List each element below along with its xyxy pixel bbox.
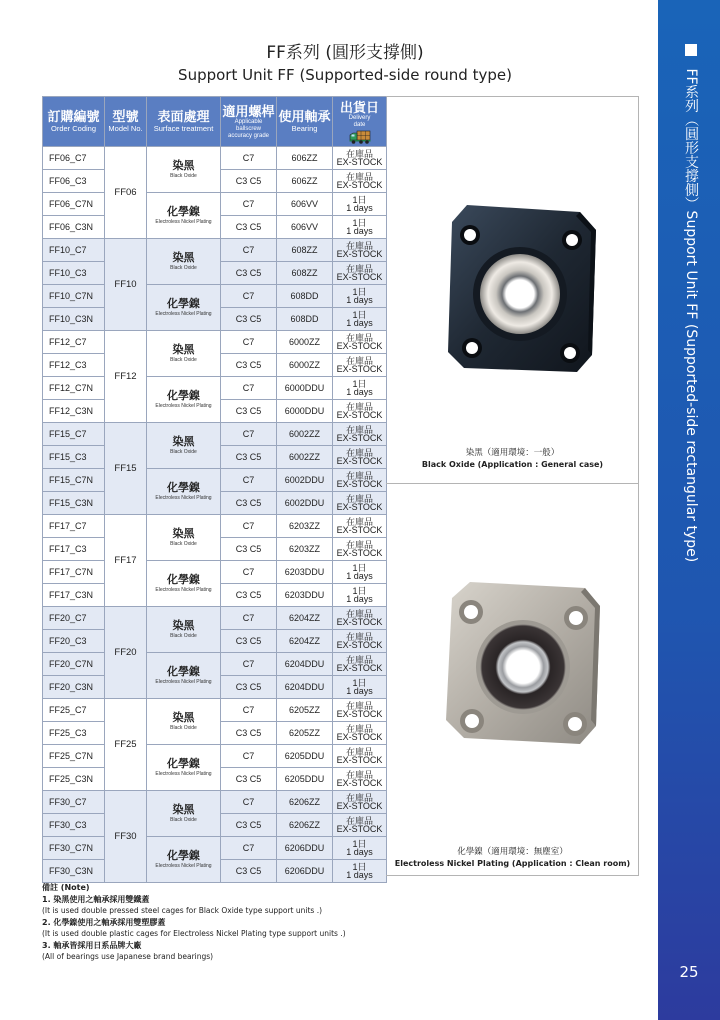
order-code-cell: FF17_C7 xyxy=(43,515,105,538)
panel-divider xyxy=(386,483,639,484)
treatment-name-en: Electroless Nickel Plating xyxy=(155,218,212,225)
delivery-cell xyxy=(333,239,387,262)
screw-grade-cell: C7 xyxy=(221,561,277,584)
delivery-cell xyxy=(333,262,387,285)
delivery-en: 1 days xyxy=(346,594,373,604)
treatment-name-zh: 化學鎳 xyxy=(167,849,200,862)
delivery-en: EX-STOCK xyxy=(336,249,383,259)
delivery-zh: 1日 xyxy=(352,287,367,297)
table-row xyxy=(43,423,387,446)
order-code-cell: FF06_C7 xyxy=(43,147,105,170)
treatment-name-en: Electroless Nickel Plating xyxy=(155,862,212,869)
bearing-cell: 6203ZZ xyxy=(277,515,333,538)
order-code-cell: FF17_C3N xyxy=(43,584,105,607)
order-code-cell: FF30_C3N xyxy=(43,860,105,883)
treatment-name-en: Black Oxide xyxy=(170,816,197,823)
treatment-name-en: Electroless Nickel Plating xyxy=(155,402,212,409)
delivery-cell xyxy=(333,768,387,791)
delivery-cell xyxy=(333,860,387,883)
order-code-cell: FF20_C7N xyxy=(43,653,105,676)
delivery-cell xyxy=(333,331,387,354)
delivery-zh: 在庫品 xyxy=(345,494,373,504)
order-code-cell: FF25_C3 xyxy=(43,722,105,745)
screw-grade-cell: C3 C5 xyxy=(221,814,277,837)
delivery-zh: 1日 xyxy=(352,310,367,320)
delivery-cell xyxy=(333,216,387,239)
spec-table xyxy=(42,96,387,883)
table-row xyxy=(43,285,387,308)
delivery-cell xyxy=(333,446,387,469)
order-code-cell: FF10_C7 xyxy=(43,239,105,262)
page-title xyxy=(150,42,540,85)
bearing-cell: 6205DDU xyxy=(277,745,333,768)
delivery-zh: 在庫品 xyxy=(345,448,373,458)
bearing-cell: 608ZZ xyxy=(277,262,333,285)
delivery-zh: 1日 xyxy=(352,379,367,389)
table-row xyxy=(43,745,387,768)
notes-section xyxy=(42,882,382,963)
screw-grade-cell: C3 C5 xyxy=(221,262,277,285)
screw-grade-cell: C3 C5 xyxy=(221,170,277,193)
delivery-zh: 在庫品 xyxy=(345,609,373,619)
screw-grade-cell: C7 xyxy=(221,745,277,768)
delivery-zh: 在庫品 xyxy=(345,264,373,274)
black-oxide-product-image xyxy=(442,200,597,375)
bearing-cell: 6002DDU xyxy=(277,469,333,492)
screw-grade-cell: C3 C5 xyxy=(221,860,277,883)
delivery-zh: 在庫品 xyxy=(345,632,373,642)
table-row xyxy=(43,515,387,538)
delivery-cell xyxy=(333,630,387,653)
bearing-cell: 6000ZZ xyxy=(277,354,333,377)
surface-treatment-cell xyxy=(147,745,221,791)
bearing-cell: 6000DDU xyxy=(277,400,333,423)
delivery-cell xyxy=(333,308,387,331)
treatment-name-en: Electroless Nickel Plating xyxy=(155,310,212,317)
screw-grade-cell: C7 xyxy=(221,423,277,446)
delivery-en: 1 days xyxy=(346,226,373,236)
bearing-cell: 6000DDU xyxy=(277,377,333,400)
table-row xyxy=(43,653,387,676)
surface-treatment-cell xyxy=(147,239,221,285)
table-row xyxy=(43,193,387,216)
bearing-cell: 606ZZ xyxy=(277,147,333,170)
order-code-cell: FF06_C7N xyxy=(43,193,105,216)
delivery-en: EX-STOCK xyxy=(336,479,383,489)
delivery-cell xyxy=(333,285,387,308)
delivery-en: EX-STOCK xyxy=(336,778,383,788)
delivery-cell xyxy=(333,699,387,722)
delivery-en: EX-STOCK xyxy=(336,433,383,443)
delivery-cell xyxy=(333,745,387,768)
screw-grade-cell: C3 C5 xyxy=(221,722,277,745)
bearing-cell: 6205ZZ xyxy=(277,699,333,722)
delivery-zh: 1日 xyxy=(352,218,367,228)
bearing-cell: 6204DDU xyxy=(277,676,333,699)
delivery-cell xyxy=(333,538,387,561)
delivery-cell xyxy=(333,607,387,630)
delivery-zh: 1日 xyxy=(352,862,367,872)
table-body xyxy=(43,147,387,883)
delivery-zh: 1日 xyxy=(352,678,367,688)
treatment-name-en: Electroless Nickel Plating xyxy=(155,678,212,685)
delivery-cell xyxy=(333,653,387,676)
treatment-name-zh: 化學鎳 xyxy=(167,481,200,494)
model-cell: FF10 xyxy=(105,239,147,331)
note-2-en: (It is used double plastic cages for Electroless Nickel Plating type support units .) xyxy=(42,929,346,938)
order-code-cell: FF15_C7 xyxy=(43,423,105,446)
screw-grade-cell: C3 C5 xyxy=(221,492,277,515)
bearing-cell: 6204ZZ xyxy=(277,607,333,630)
delivery-cell xyxy=(333,400,387,423)
notes-heading: 備註 (Note) xyxy=(42,883,90,892)
order-code-cell: FF17_C7N xyxy=(43,561,105,584)
order-code-cell: FF15_C3 xyxy=(43,446,105,469)
delivery-zh: 在庫品 xyxy=(345,425,373,435)
table-row xyxy=(43,791,387,814)
screw-grade-cell: C3 C5 xyxy=(221,354,277,377)
surface-treatment-cell xyxy=(147,837,221,883)
treatment-name-en: Black Oxide xyxy=(170,172,197,179)
bearing-cell: 6203ZZ xyxy=(277,538,333,561)
sidebar-section-title: FF系列（圓形支撐側）Support Unit FF (Supported-side rectangular type) xyxy=(676,44,706,544)
screw-grade-cell: C7 xyxy=(221,515,277,538)
table-row xyxy=(43,239,387,262)
col-screw-grade: 適用螺桿 Applicable ballscrew accuracy grade xyxy=(221,97,277,147)
title-english: Support Unit FF (Supported-side round type) xyxy=(178,66,512,84)
delivery-zh: 在庫品 xyxy=(345,816,373,826)
note-3-zh: 3. 軸承皆採用日系品牌大廠 xyxy=(42,940,142,950)
delivery-cell xyxy=(333,722,387,745)
delivery-cell xyxy=(333,814,387,837)
order-code-cell: FF25_C7 xyxy=(43,699,105,722)
treatment-name-en: Black Oxide xyxy=(170,356,197,363)
model-cell: FF17 xyxy=(105,515,147,607)
surface-treatment-cell xyxy=(147,791,221,837)
delivery-en: 1 days xyxy=(346,318,373,328)
delivery-zh: 在庫品 xyxy=(345,149,373,159)
surface-treatment-cell xyxy=(147,423,221,469)
bearing-cell: 6002DDU xyxy=(277,492,333,515)
order-code-cell: FF06_C3 xyxy=(43,170,105,193)
surface-treatment-cell xyxy=(147,285,221,331)
col-order-coding: 訂購編號 Order Coding xyxy=(43,97,105,147)
note-1-zh: 1. 染黑使用之軸承採用雙鐵蓋 xyxy=(42,894,150,904)
treatment-name-zh: 染黑 xyxy=(172,159,195,172)
order-code-cell: FF10_C7N xyxy=(43,285,105,308)
table-row xyxy=(43,561,387,584)
delivery-zh: 在庫品 xyxy=(345,517,373,527)
delivery-cell xyxy=(333,354,387,377)
delivery-zh: 在庫品 xyxy=(345,793,373,803)
col-model-no: 型號 Model No. xyxy=(105,97,147,147)
order-code-cell: FF12_C7 xyxy=(43,331,105,354)
table-row xyxy=(43,147,387,170)
delivery-cell xyxy=(333,147,387,170)
delivery-cell xyxy=(333,492,387,515)
delivery-en: EX-STOCK xyxy=(336,525,383,535)
table-row xyxy=(43,699,387,722)
delivery-en: EX-STOCK xyxy=(336,548,383,558)
delivery-cell xyxy=(333,837,387,860)
order-code-cell: FF15_C3N xyxy=(43,492,105,515)
bearing-cell: 6000ZZ xyxy=(277,331,333,354)
delivery-en: 1 days xyxy=(346,870,373,880)
page-number: 25 xyxy=(679,963,699,981)
screw-grade-cell: C7 xyxy=(221,193,277,216)
delivery-zh: 在庫品 xyxy=(345,172,373,182)
delivery-cell xyxy=(333,377,387,400)
model-cell: FF12 xyxy=(105,331,147,423)
surface-treatment-cell xyxy=(147,469,221,515)
screw-grade-cell: C7 xyxy=(221,377,277,400)
screw-grade-cell: C7 xyxy=(221,837,277,860)
order-code-cell: FF20_C3N xyxy=(43,676,105,699)
surface-treatment-cell xyxy=(147,699,221,745)
order-code-cell: FF15_C7N xyxy=(43,469,105,492)
screw-grade-cell: C3 C5 xyxy=(221,630,277,653)
bearing-cell: 6206ZZ xyxy=(277,791,333,814)
delivery-en: EX-STOCK xyxy=(336,456,383,466)
treatment-name-en: Black Oxide xyxy=(170,264,197,271)
bearing-cell: 606VV xyxy=(277,216,333,239)
order-code-cell: FF20_C3 xyxy=(43,630,105,653)
delivery-en: 1 days xyxy=(346,203,373,213)
model-cell: FF15 xyxy=(105,423,147,515)
delivery-en: EX-STOCK xyxy=(336,709,383,719)
bearing-cell: 6206DDU xyxy=(277,860,333,883)
bearing-cell: 606VV xyxy=(277,193,333,216)
treatment-name-en: Electroless Nickel Plating xyxy=(155,770,212,777)
bearing-cell: 6002ZZ xyxy=(277,446,333,469)
delivery-zh: 1日 xyxy=(352,195,367,205)
delivery-zh: 1日 xyxy=(352,839,367,849)
bearing-cell: 6206ZZ xyxy=(277,814,333,837)
treatment-name-en: Black Oxide xyxy=(170,632,197,639)
model-cell: FF06 xyxy=(105,147,147,239)
square-bullet-icon xyxy=(685,44,697,56)
treatment-name-en: Electroless Nickel Plating xyxy=(155,494,212,501)
order-code-cell: FF30_C7N xyxy=(43,837,105,860)
delivery-en: 1 days xyxy=(346,686,373,696)
delivery-en: EX-STOCK xyxy=(336,180,383,190)
treatment-name-en: Black Oxide xyxy=(170,540,197,547)
treatment-name-zh: 化學鎳 xyxy=(167,297,200,310)
delivery-en: EX-STOCK xyxy=(336,801,383,811)
surface-treatment-cell xyxy=(147,377,221,423)
screw-grade-cell: C3 C5 xyxy=(221,584,277,607)
table-row xyxy=(43,377,387,400)
screw-grade-cell: C3 C5 xyxy=(221,216,277,239)
delivery-zh: 在庫品 xyxy=(345,701,373,711)
screw-grade-cell: C7 xyxy=(221,469,277,492)
delivery-zh: 在庫品 xyxy=(345,747,373,757)
screw-grade-cell: C7 xyxy=(221,791,277,814)
delivery-zh: 在庫品 xyxy=(345,770,373,780)
table-row xyxy=(43,469,387,492)
delivery-cell xyxy=(333,791,387,814)
bearing-cell: 6002ZZ xyxy=(277,423,333,446)
treatment-name-zh: 染黑 xyxy=(172,251,195,264)
treatment-name-zh: 染黑 xyxy=(172,527,195,540)
bearing-cell: 606ZZ xyxy=(277,170,333,193)
delivery-cell xyxy=(333,469,387,492)
delivery-en: 1 days xyxy=(346,847,373,857)
delivery-zh: 在庫品 xyxy=(345,471,373,481)
screw-grade-cell: C3 C5 xyxy=(221,400,277,423)
delivery-zh: 1日 xyxy=(352,563,367,573)
black-oxide-caption: 染黑（適用環境：一般） Black Oxide (Application : General case) xyxy=(421,448,604,469)
delivery-en: EX-STOCK xyxy=(336,732,383,742)
delivery-en: EX-STOCK xyxy=(336,364,383,374)
screw-grade-cell: C7 xyxy=(221,607,277,630)
screw-grade-cell: C7 xyxy=(221,147,277,170)
treatment-name-zh: 染黑 xyxy=(172,435,195,448)
col-delivery-date: 出貨日 Delivery date xyxy=(333,97,387,147)
delivery-cell xyxy=(333,584,387,607)
order-code-cell: FF12_C7N xyxy=(43,377,105,400)
delivery-cell xyxy=(333,561,387,584)
treatment-name-zh: 化學鎳 xyxy=(167,389,200,402)
delivery-en: EX-STOCK xyxy=(336,640,383,650)
delivery-en: 1 days xyxy=(346,387,373,397)
order-code-cell: FF30_C3 xyxy=(43,814,105,837)
bearing-cell: 6206DDU xyxy=(277,837,333,860)
note-3-en: (All of bearings use Japanese brand bearings) xyxy=(42,952,214,961)
bearing-cell: 6203DDU xyxy=(277,561,333,584)
treatment-name-zh: 化學鎳 xyxy=(167,205,200,218)
screw-grade-cell: C7 xyxy=(221,699,277,722)
table-row xyxy=(43,607,387,630)
treatment-name-zh: 化學鎳 xyxy=(167,757,200,770)
order-code-cell: FF12_C3 xyxy=(43,354,105,377)
col-surface-treatment: 表面處理 Surface treatment xyxy=(147,97,221,147)
treatment-name-zh: 染黑 xyxy=(172,711,195,724)
delivery-cell xyxy=(333,170,387,193)
delivery-en: EX-STOCK xyxy=(336,824,383,834)
bearing-cell: 608DD xyxy=(277,285,333,308)
surface-treatment-cell xyxy=(147,331,221,377)
order-code-cell: FF10_C3 xyxy=(43,262,105,285)
surface-treatment-cell xyxy=(147,561,221,607)
note-1-en: (It is used double pressed steel cages for Black Oxide type support units .) xyxy=(42,906,323,915)
delivery-zh: 在庫品 xyxy=(345,241,373,251)
treatment-name-zh: 染黑 xyxy=(172,619,195,632)
screw-grade-cell: C3 C5 xyxy=(221,446,277,469)
treatment-name-zh: 化學鎳 xyxy=(167,665,200,678)
delivery-cell xyxy=(333,676,387,699)
delivery-en: EX-STOCK xyxy=(336,502,383,512)
delivery-zh: 在庫品 xyxy=(345,356,373,366)
treatment-name-zh: 染黑 xyxy=(172,343,195,356)
order-code-cell: FF12_C3N xyxy=(43,400,105,423)
treatment-name-zh: 染黑 xyxy=(172,803,195,816)
title-chinese: FF系列 (圓形支撐側) xyxy=(266,43,424,63)
treatment-name-en: Black Oxide xyxy=(170,448,197,455)
table-header-row xyxy=(43,97,387,147)
delivery-zh: 在庫品 xyxy=(345,540,373,550)
nickel-plating-product-image xyxy=(440,578,602,746)
delivery-zh: 1日 xyxy=(352,586,367,596)
surface-treatment-cell xyxy=(147,653,221,699)
delivery-en: EX-STOCK xyxy=(336,663,383,673)
note-2-zh: 2. 化學鎳使用之軸承採用雙塑膠蓋 xyxy=(42,917,166,927)
bearing-cell: 608DD xyxy=(277,308,333,331)
bearing-cell: 6205ZZ xyxy=(277,722,333,745)
screw-grade-cell: C7 xyxy=(221,653,277,676)
treatment-name-en: Electroless Nickel Plating xyxy=(155,586,212,593)
treatment-name-zh: 化學鎳 xyxy=(167,573,200,586)
bearing-cell: 6204DDU xyxy=(277,653,333,676)
surface-treatment-cell xyxy=(147,147,221,193)
bearing-cell: 608ZZ xyxy=(277,239,333,262)
surface-treatment-cell xyxy=(147,515,221,561)
bearing-cell: 6205DDU xyxy=(277,768,333,791)
order-code-cell: FF10_C3N xyxy=(43,308,105,331)
delivery-en: 1 days xyxy=(346,295,373,305)
bearing-cell: 6204ZZ xyxy=(277,630,333,653)
delivery-en: EX-STOCK xyxy=(336,157,383,167)
nickel-plating-caption: 化學鎳（適用環境：無塵室） Electroless Nickel Plating (Application : Clean room) xyxy=(394,847,631,868)
model-cell: FF25 xyxy=(105,699,147,791)
screw-grade-cell: C3 C5 xyxy=(221,676,277,699)
table-row xyxy=(43,837,387,860)
truck-icon xyxy=(349,130,371,144)
delivery-en: EX-STOCK xyxy=(336,272,383,282)
delivery-en: EX-STOCK xyxy=(336,755,383,765)
order-code-cell: FF25_C3N xyxy=(43,768,105,791)
table-row xyxy=(43,331,387,354)
delivery-zh: 在庫品 xyxy=(345,402,373,412)
order-code-cell: FF25_C7N xyxy=(43,745,105,768)
delivery-cell xyxy=(333,423,387,446)
order-code-cell: FF20_C7 xyxy=(43,607,105,630)
delivery-en: 1 days xyxy=(346,571,373,581)
order-code-cell: FF30_C7 xyxy=(43,791,105,814)
screw-grade-cell: C3 C5 xyxy=(221,308,277,331)
delivery-zh: 在庫品 xyxy=(345,724,373,734)
delivery-en: EX-STOCK xyxy=(336,410,383,420)
delivery-cell xyxy=(333,515,387,538)
screw-grade-cell: C3 C5 xyxy=(221,538,277,561)
model-cell: FF30 xyxy=(105,791,147,883)
order-code-cell: FF17_C3 xyxy=(43,538,105,561)
surface-treatment-cell xyxy=(147,607,221,653)
screw-grade-cell: C7 xyxy=(221,331,277,354)
screw-grade-cell: C3 C5 xyxy=(221,768,277,791)
screw-grade-cell: C7 xyxy=(221,239,277,262)
delivery-cell xyxy=(333,193,387,216)
surface-treatment-cell xyxy=(147,193,221,239)
col-bearing: 使用軸承 Bearing xyxy=(277,97,333,147)
delivery-zh: 在庫品 xyxy=(345,655,373,665)
model-cell: FF20 xyxy=(105,607,147,699)
order-code-cell: FF06_C3N xyxy=(43,216,105,239)
screw-grade-cell: C7 xyxy=(221,285,277,308)
treatment-name-en: Black Oxide xyxy=(170,724,197,731)
bearing-cell: 6203DDU xyxy=(277,584,333,607)
delivery-zh: 在庫品 xyxy=(345,333,373,343)
delivery-en: EX-STOCK xyxy=(336,617,383,627)
delivery-en: EX-STOCK xyxy=(336,341,383,351)
